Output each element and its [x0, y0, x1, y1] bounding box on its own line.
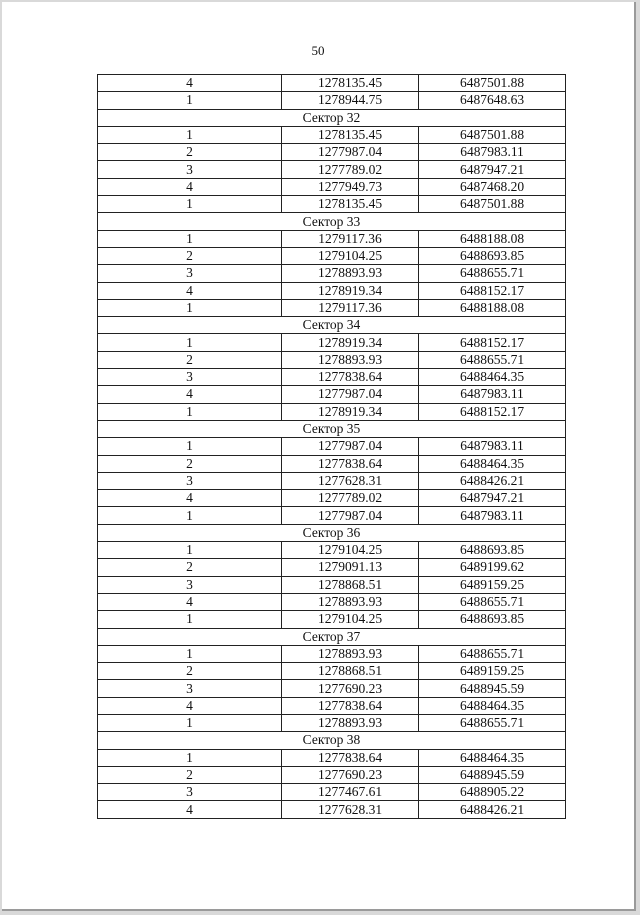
y-coordinate-cell: 6487947.21: [419, 161, 566, 178]
y-coordinate-cell: 6488693.85: [419, 247, 566, 264]
table-row: [98, 801, 566, 818]
x-coordinate-cell: 1278135.45: [282, 196, 419, 213]
x-coordinate-cell: 1277628.31: [282, 472, 419, 489]
point-number-cell: 4: [98, 178, 282, 195]
table-row: [98, 645, 566, 662]
sector-header-row: [98, 732, 566, 749]
table-row: [98, 593, 566, 610]
sector-header-row: [98, 213, 566, 230]
point-number-cell: 4: [98, 490, 282, 507]
table-row: [98, 749, 566, 766]
y-coordinate-cell: 6488693.85: [419, 542, 566, 559]
table-row: [98, 403, 566, 420]
table-row: [98, 472, 566, 489]
x-coordinate-cell: 1278893.93: [282, 714, 419, 731]
x-coordinate-cell: 1278944.75: [282, 92, 419, 109]
sector-header-row: [98, 420, 566, 437]
x-coordinate-cell: 1278868.51: [282, 576, 419, 593]
table-row: [98, 386, 566, 403]
x-coordinate-cell: 1278135.45: [282, 75, 419, 92]
point-number-cell: 4: [98, 801, 282, 818]
y-coordinate-cell: 6488188.08: [419, 230, 566, 247]
table-row: [98, 196, 566, 213]
table-row: [98, 455, 566, 472]
x-coordinate-cell: 1277987.04: [282, 386, 419, 403]
table-row: [98, 299, 566, 316]
x-coordinate-cell: 1277789.02: [282, 490, 419, 507]
y-coordinate-cell: 6487947.21: [419, 490, 566, 507]
x-coordinate-cell: 1277838.64: [282, 749, 419, 766]
x-coordinate-cell: 1277628.31: [282, 801, 419, 818]
point-number-cell: 1: [98, 645, 282, 662]
x-coordinate-cell: 1277467.61: [282, 784, 419, 801]
sector-label: Сектор 38: [98, 732, 566, 749]
point-number-cell: 3: [98, 161, 282, 178]
point-number-cell: 1: [98, 334, 282, 351]
table-row: [98, 247, 566, 264]
sector-label: Сектор 34: [98, 317, 566, 334]
x-coordinate-cell: 1279091.13: [282, 559, 419, 576]
point-number-cell: 3: [98, 472, 282, 489]
y-coordinate-cell: 6487983.11: [419, 386, 566, 403]
table-row: [98, 542, 566, 559]
y-coordinate-cell: 6488655.71: [419, 265, 566, 282]
coordinates-table-body: [98, 75, 566, 819]
point-number-cell: 2: [98, 663, 282, 680]
point-number-cell: 1: [98, 714, 282, 731]
point-number-cell: 3: [98, 369, 282, 386]
y-coordinate-cell: 6487983.11: [419, 144, 566, 161]
x-coordinate-cell: 1278135.45: [282, 126, 419, 143]
point-number-cell: 2: [98, 766, 282, 783]
table-row: [98, 126, 566, 143]
sector-label: Сектор 36: [98, 524, 566, 541]
y-coordinate-cell: 6488152.17: [419, 403, 566, 420]
table-row: [98, 161, 566, 178]
point-number-cell: 3: [98, 576, 282, 593]
x-coordinate-cell: 1277987.04: [282, 144, 419, 161]
x-coordinate-cell: 1278893.93: [282, 265, 419, 282]
table-row: [98, 663, 566, 680]
coordinates-table: [97, 74, 566, 819]
x-coordinate-cell: 1277838.64: [282, 369, 419, 386]
y-coordinate-cell: 6488655.71: [419, 645, 566, 662]
sector-header-row: [98, 109, 566, 126]
table-row: [98, 576, 566, 593]
sector-label: Сектор 32: [98, 109, 566, 126]
sector-label: Сектор 35: [98, 420, 566, 437]
x-coordinate-cell: 1277838.64: [282, 697, 419, 714]
y-coordinate-cell: 6488188.08: [419, 299, 566, 316]
y-coordinate-cell: 6488152.17: [419, 334, 566, 351]
table-row: [98, 369, 566, 386]
table-row: [98, 680, 566, 697]
x-coordinate-cell: 1278893.93: [282, 593, 419, 610]
table-row: [98, 334, 566, 351]
table-row: [98, 230, 566, 247]
y-coordinate-cell: 6489199.62: [419, 559, 566, 576]
point-number-cell: 3: [98, 265, 282, 282]
point-number-cell: 1: [98, 507, 282, 524]
point-number-cell: 1: [98, 749, 282, 766]
point-number-cell: 2: [98, 144, 282, 161]
point-number-cell: 2: [98, 455, 282, 472]
table-row: [98, 144, 566, 161]
y-coordinate-cell: 6488655.71: [419, 351, 566, 368]
x-coordinate-cell: 1277949.73: [282, 178, 419, 195]
point-number-cell: 4: [98, 75, 282, 92]
y-coordinate-cell: 6488464.35: [419, 697, 566, 714]
table-row: [98, 714, 566, 731]
page-number: 50: [311, 43, 325, 58]
x-coordinate-cell: 1278868.51: [282, 663, 419, 680]
document-page: [2, 2, 636, 911]
sector-label: Сектор 37: [98, 628, 566, 645]
y-coordinate-cell: 6488426.21: [419, 472, 566, 489]
table-row: [98, 766, 566, 783]
point-number-cell: 4: [98, 282, 282, 299]
sector-header-row: [98, 317, 566, 334]
x-coordinate-cell: 1279104.25: [282, 247, 419, 264]
table-row: [98, 611, 566, 628]
x-coordinate-cell: 1279104.25: [282, 611, 419, 628]
point-number-cell: 1: [98, 611, 282, 628]
table-row: [98, 784, 566, 801]
y-coordinate-cell: 6489159.25: [419, 576, 566, 593]
y-coordinate-cell: 6488655.71: [419, 593, 566, 610]
x-coordinate-cell: 1279104.25: [282, 542, 419, 559]
table-row: [98, 507, 566, 524]
x-coordinate-cell: 1278893.93: [282, 351, 419, 368]
x-coordinate-cell: 1277987.04: [282, 438, 419, 455]
table-row: [98, 697, 566, 714]
y-coordinate-cell: 6487983.11: [419, 438, 566, 455]
y-coordinate-cell: 6488693.85: [419, 611, 566, 628]
x-coordinate-cell: 1279117.36: [282, 230, 419, 247]
x-coordinate-cell: 1277838.64: [282, 455, 419, 472]
x-coordinate-cell: 1278919.34: [282, 282, 419, 299]
point-number-cell: 1: [98, 196, 282, 213]
x-coordinate-cell: 1277789.02: [282, 161, 419, 178]
x-coordinate-cell: 1277987.04: [282, 507, 419, 524]
y-coordinate-cell: 6488152.17: [419, 282, 566, 299]
y-coordinate-cell: 6489159.25: [419, 663, 566, 680]
point-number-cell: 4: [98, 386, 282, 403]
x-coordinate-cell: 1279117.36: [282, 299, 419, 316]
y-coordinate-cell: 6487648.63: [419, 92, 566, 109]
sector-header-row: [98, 628, 566, 645]
table-row: [98, 559, 566, 576]
table-row: [98, 490, 566, 507]
y-coordinate-cell: 6487983.11: [419, 507, 566, 524]
point-number-cell: 1: [98, 126, 282, 143]
point-number-cell: 2: [98, 247, 282, 264]
x-coordinate-cell: 1277690.23: [282, 766, 419, 783]
sector-header-row: [98, 524, 566, 541]
point-number-cell: 1: [98, 230, 282, 247]
y-coordinate-cell: 6487468.20: [419, 178, 566, 195]
x-coordinate-cell: 1278919.34: [282, 403, 419, 420]
y-coordinate-cell: 6488464.35: [419, 749, 566, 766]
point-number-cell: 1: [98, 542, 282, 559]
point-number-cell: 2: [98, 559, 282, 576]
point-number-cell: 1: [98, 92, 282, 109]
y-coordinate-cell: 6488426.21: [419, 801, 566, 818]
point-number-cell: 2: [98, 351, 282, 368]
y-coordinate-cell: 6488464.35: [419, 455, 566, 472]
table-row: [98, 92, 566, 109]
x-coordinate-cell: 1278893.93: [282, 645, 419, 662]
table-row: [98, 282, 566, 299]
sector-label: Сектор 33: [98, 213, 566, 230]
table-row: [98, 265, 566, 282]
point-number-cell: 3: [98, 784, 282, 801]
point-number-cell: 1: [98, 299, 282, 316]
point-number-cell: 1: [98, 438, 282, 455]
table-row: [98, 438, 566, 455]
point-number-cell: 4: [98, 593, 282, 610]
y-coordinate-cell: 6487501.88: [419, 126, 566, 143]
y-coordinate-cell: 6487501.88: [419, 196, 566, 213]
table-row: [98, 351, 566, 368]
point-number-cell: 3: [98, 680, 282, 697]
y-coordinate-cell: 6487501.88: [419, 75, 566, 92]
y-coordinate-cell: 6488945.59: [419, 766, 566, 783]
point-number-cell: 4: [98, 697, 282, 714]
y-coordinate-cell: 6488945.59: [419, 680, 566, 697]
y-coordinate-cell: 6488905.22: [419, 784, 566, 801]
point-number-cell: 1: [98, 403, 282, 420]
y-coordinate-cell: 6488464.35: [419, 369, 566, 386]
x-coordinate-cell: 1278919.34: [282, 334, 419, 351]
table-row: [98, 178, 566, 195]
y-coordinate-cell: 6488655.71: [419, 714, 566, 731]
table-row: [98, 75, 566, 92]
x-coordinate-cell: 1277690.23: [282, 680, 419, 697]
